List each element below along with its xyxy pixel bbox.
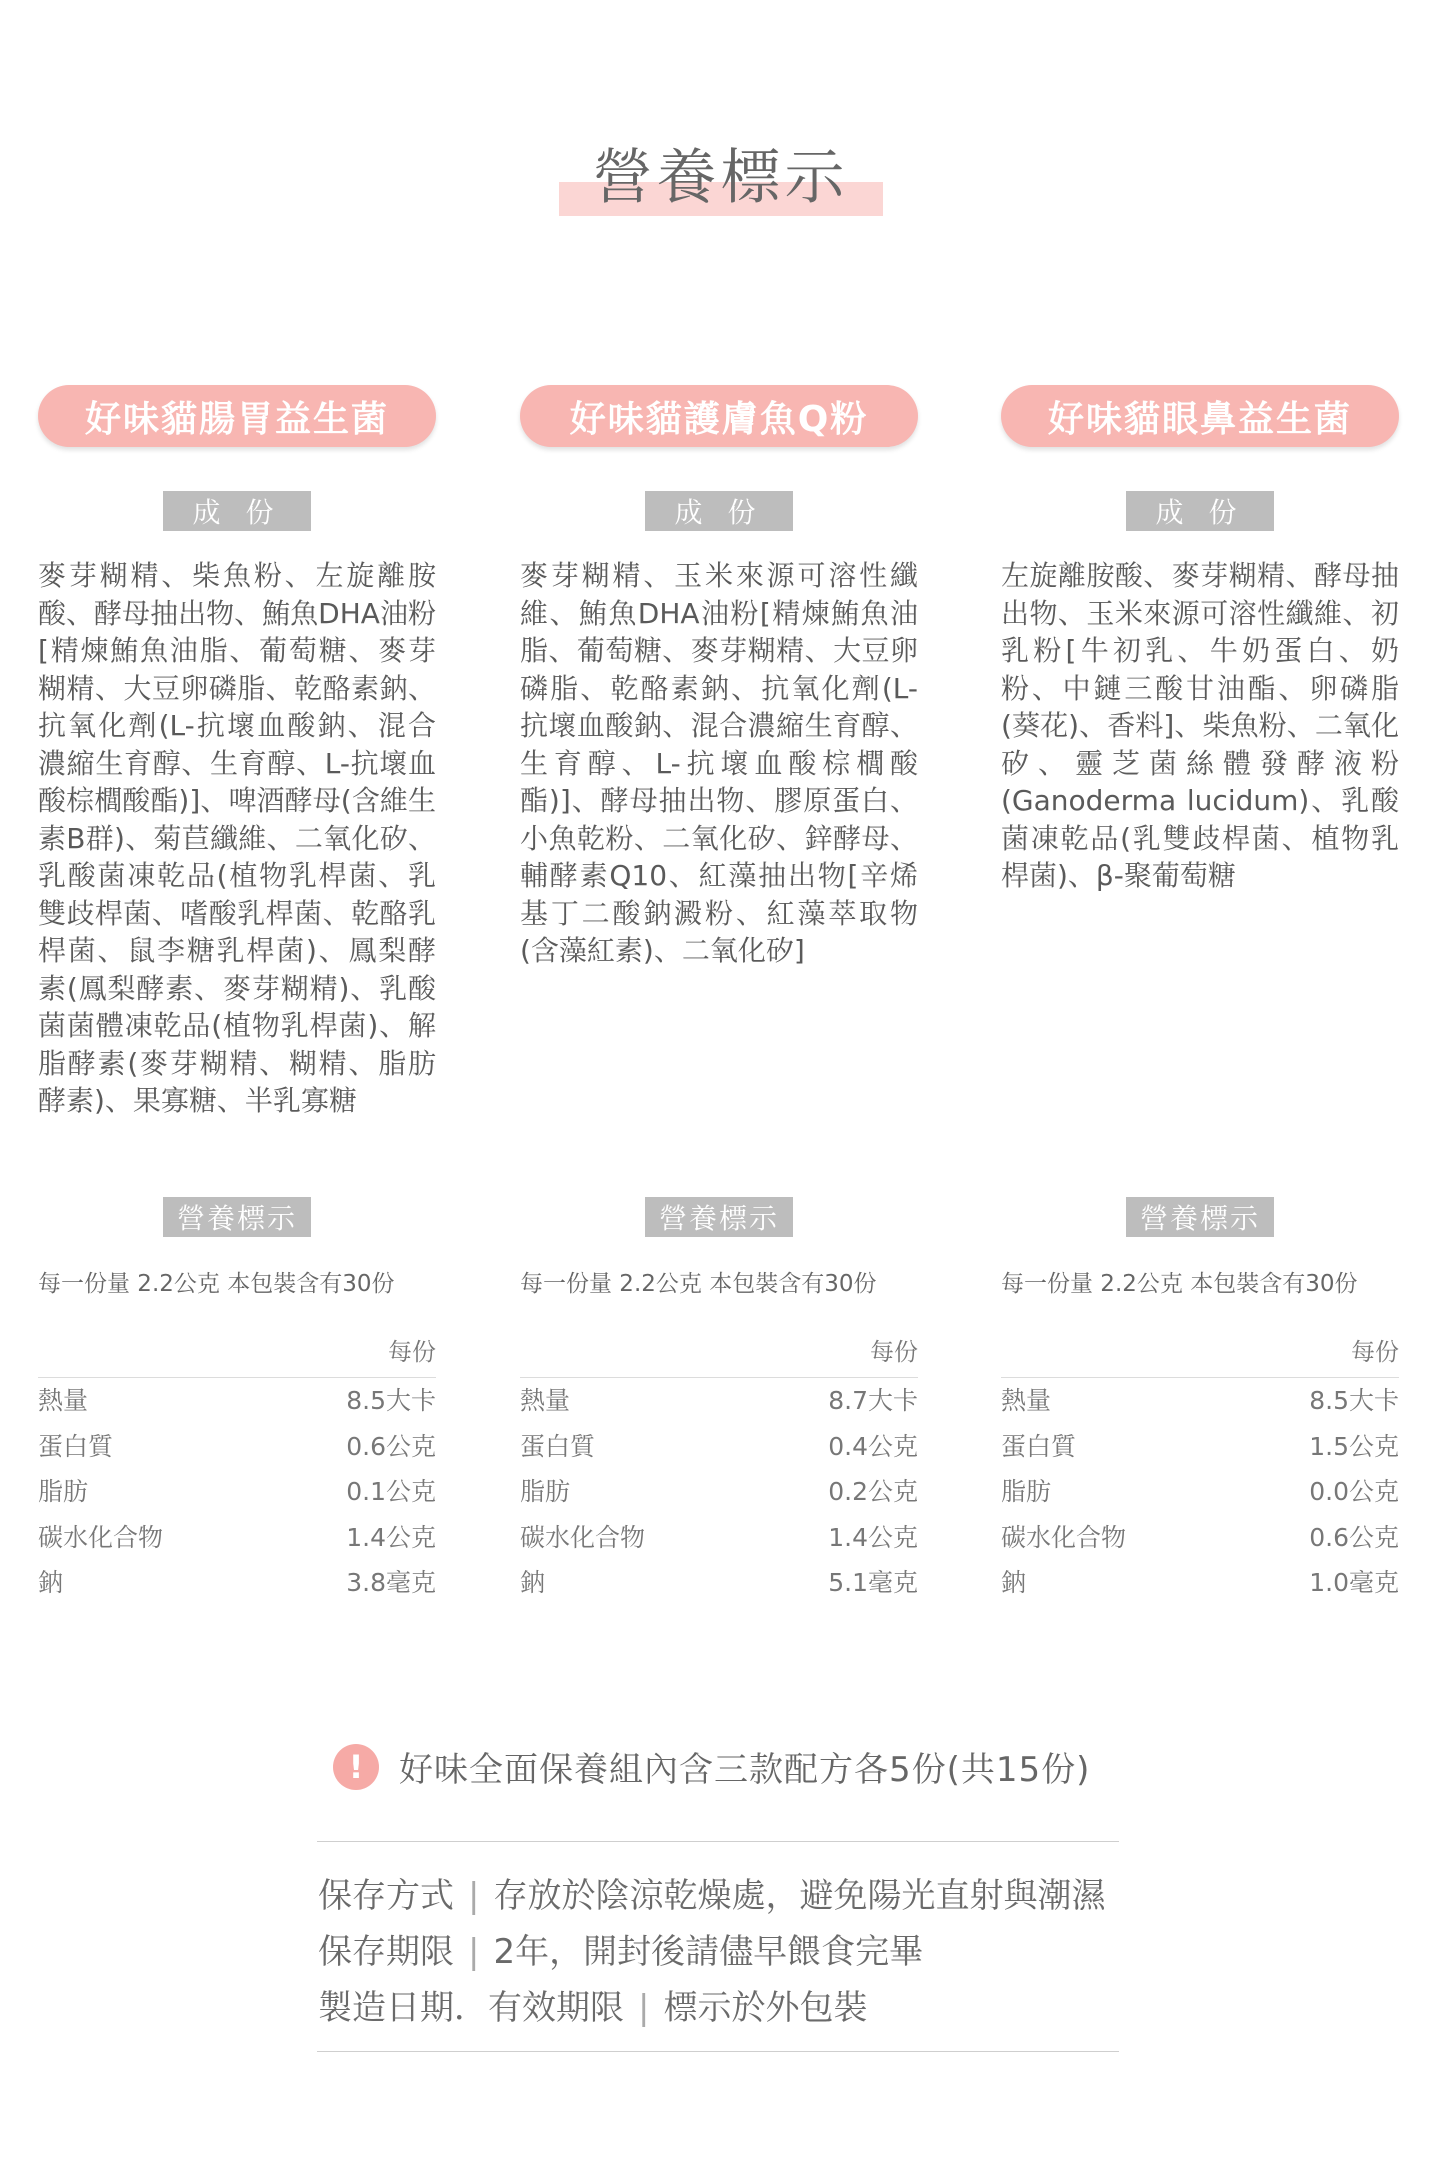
nutrition-tag: 營養標示 [645,1197,793,1237]
nutrient-row [520,1378,918,1424]
nutrient-row [38,1424,436,1470]
nutrient-name: 脂肪 [38,1477,89,1506]
ingredients-text: 麥芽糊精、柴魚粉、左旋離胺酸、酵母抽出物、鮪魚DHA油粉[精煉鮪魚油脂、葡萄糖、麥芽糊精、大豆卵磷脂、乾酪素鈉、抗氧化劑(L-抗壞血酸鈉、混合濃縮生育醇、生育醇、L-抗壞血酸棕櫚酸酯)]、啤酒酵母(含維生素B群)、菊苣纖維、二氧化矽、乳酸菌凍乾品(植物乳桿菌、乳雙歧桿菌、嗜酸乳桿菌、乾酪乳桿菌、鼠李糖乳桿菌)、鳳梨酵素(鳳梨酵素、麥芽糊精)、乳酸菌菌體凍乾品(植物乳桿菌)、解脂酵素(麥芽糊精、糊精、脂肪酵素)、果寡糖、半乳寡糖 [38,559,436,1117]
page-title-wrap [0,138,1441,218]
nutrient-name: 熱量 [520,1386,571,1415]
nutrient-name: 蛋白質 [1001,1431,1077,1461]
nutrient-value: 0.4公克 [828,1431,918,1461]
nutrient-value: 1.5公克 [1309,1431,1399,1461]
storage-info [318,1868,1105,2036]
storage-row [318,1980,1105,2036]
ingredients-tag: 成 份 [163,491,311,531]
nutrient-row [38,1469,436,1515]
nutrient-row [1001,1515,1399,1561]
nutrient-row [1001,1469,1399,1515]
nutrient-value: 0.6公克 [346,1431,436,1461]
product-name-badge: 好味貓護膚魚Q粉 [520,385,918,447]
storage-label: 保存期限 [318,1932,454,1972]
page-title: 營養標示 [559,138,883,218]
nutrient-name: 蛋白質 [520,1431,596,1461]
storage-value: 標示於外包裝 [663,1988,868,2028]
per-serving-header: 每份 [38,1332,436,1378]
ingredients-tag: 成 份 [645,491,793,531]
product-column-3 [1001,385,1399,1606]
nutrient-name: 碳水化合物 [1001,1522,1127,1552]
serving-info: 每一份量 2.2公克 本包裝含有30份 [520,1271,877,1297]
nutrient-name: 鈉 [38,1568,64,1597]
storage-row [318,1868,1105,1924]
product-column-1 [38,385,436,1606]
separator: | [638,1988,650,2028]
nutrient-name: 脂肪 [1001,1477,1052,1506]
nutrient-name: 碳水化合物 [38,1522,164,1552]
nutrient-name: 碳水化合物 [520,1522,646,1552]
nutrient-row [520,1424,918,1470]
nutrient-value: 1.4公克 [346,1522,436,1552]
nutrient-value: 8.7大卡 [828,1386,918,1415]
nutrient-value: 1.4公克 [828,1522,918,1552]
separator: | [468,1876,480,1916]
ingredients-text: 麥芽糊精、玉米來源可溶性纖維、鮪魚DHA油粉[精煉鮪魚油脂、葡萄糖、麥芽糊精、大豆卵磷脂、乾酪素鈉、抗氧化劑(L-抗壞血酸鈉、混合濃縮生育醇、生育醇、L-抗壞血酸棕櫚酸酯)]、酵母抽出物、膠原蛋白、小魚乾粉、二氧化矽、鋅酵母、輔酵素Q10、紅藻抽出物[辛烯基丁二酸鈉澱粉、紅藻萃取物(含藻紅素)、二氧化矽] [520,559,918,967]
nutrient-value: 1.0毫克 [1309,1568,1399,1597]
ingredients-text: 左旋離胺酸、麥芽糊精、酵母抽出物、玉米來源可溶性纖維、初乳粉[牛初乳、牛奶蛋白、奶粉、中鏈三酸甘油酯、卵磷脂(葵花)、香料]、柴魚粉、二氧化矽、靈芝菌絲體發酵液粉(Ganoderma lucidum)、乳酸菌凍乾品(乳雙歧桿菌、植物乳桿菌)、β-聚葡萄糖 [1001,559,1399,892]
storage-row [318,1924,1105,1980]
nutrient-value: 8.5大卡 [1309,1386,1399,1415]
nutrient-value: 5.1毫克 [828,1568,918,1597]
notice-text: 好味全面保養組內含三款配方各5份(共15份) [399,1750,1091,1790]
nutrient-name: 熱量 [38,1386,89,1415]
nutrient-row [38,1560,436,1606]
nutrition-tag: 營養標示 [163,1197,311,1237]
divider-top [317,1841,1119,1842]
per-serving-header: 每份 [1001,1332,1399,1378]
nutrient-row [520,1515,918,1561]
nutrient-name: 鈉 [1001,1568,1027,1597]
storage-value: 存放於陰涼乾燥處，避免陽光直射與潮濕 [493,1876,1106,1916]
nutrient-value: 0.6公克 [1309,1522,1399,1552]
storage-label: 保存方式 [318,1876,454,1916]
nutrient-value: 8.5大卡 [346,1386,436,1415]
divider-bottom [317,2051,1119,2052]
nutrient-name: 鈉 [520,1568,546,1597]
nutrient-value: 0.1公克 [346,1477,436,1506]
nutrient-row [520,1560,918,1606]
nutrition-tag: 營養標示 [1126,1197,1274,1237]
storage-value: 2年，開封後請儘早餵食完畢 [493,1932,924,1972]
separator: | [468,1932,480,1972]
nutrient-row [38,1515,436,1561]
nutrient-value: 0.2公克 [828,1477,918,1506]
nutrient-name: 熱量 [1001,1386,1052,1415]
nutrient-value: 0.0公克 [1309,1477,1399,1506]
product-column-2 [520,385,918,1606]
storage-label: 製造日期．有效期限 [318,1988,624,2028]
serving-info: 每一份量 2.2公克 本包裝含有30份 [38,1271,395,1297]
nutrient-row [1001,1560,1399,1606]
exclamation-icon: ! [333,1744,379,1790]
per-serving-header: 每份 [520,1332,918,1378]
nutrient-row [520,1469,918,1515]
nutrient-row [1001,1378,1399,1424]
nutrient-value: 3.8毫克 [346,1568,436,1597]
product-name-badge: 好味貓腸胃益生菌 [38,385,436,447]
serving-info: 每一份量 2.2公克 本包裝含有30份 [1001,1271,1358,1297]
nutrient-name: 蛋白質 [38,1431,114,1461]
nutrient-row [38,1378,436,1424]
ingredients-tag: 成 份 [1126,491,1274,531]
nutrient-name: 脂肪 [520,1477,571,1506]
product-name-badge: 好味貓眼鼻益生菌 [1001,385,1399,447]
bundle-notice [333,1742,1090,1791]
nutrient-row [1001,1424,1399,1470]
